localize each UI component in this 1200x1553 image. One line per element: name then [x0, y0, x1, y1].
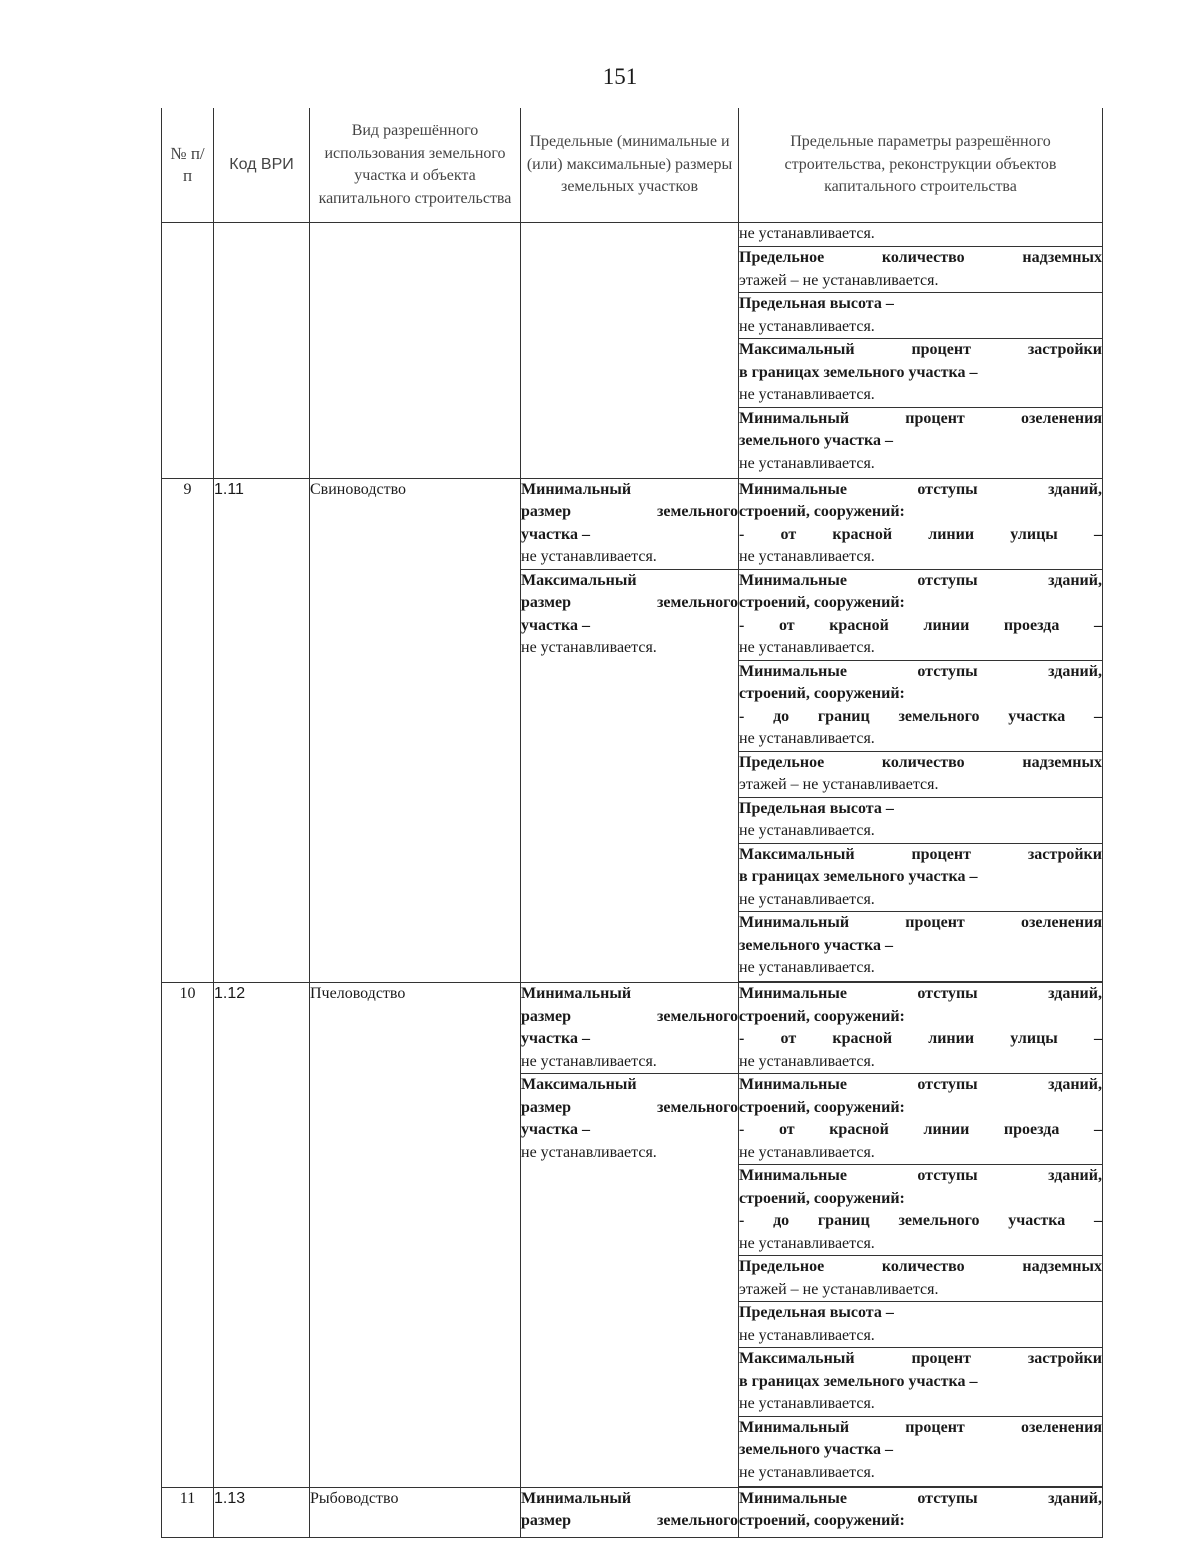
param-cell: [739, 223, 1103, 247]
param-text: строений, сооружений:: [739, 594, 905, 611]
table-row: [162, 983, 1103, 1074]
param-text: Минимальные отступы зданий,: [739, 662, 1102, 680]
size-text: размер земельного: [521, 1512, 738, 1529]
vri-cell: Свиноводство: [310, 478, 521, 983]
size-text: участка –: [521, 1030, 590, 1047]
param-text: не устанавливается.: [739, 1395, 875, 1412]
code-cell: 1.12: [214, 983, 310, 1488]
regulations-table: [161, 108, 1103, 1538]
size-cell: [521, 478, 739, 569]
size-text: размер земельного: [521, 594, 738, 611]
param-text: земельного участка –: [739, 936, 894, 954]
param-text: строений, сооружений:: [739, 1512, 905, 1529]
size-text: размер земельного: [521, 1098, 738, 1116]
param-text: не устанавливается.: [739, 548, 875, 565]
size-text: не устанавливается.: [521, 1143, 657, 1161]
num-cell: 10: [162, 983, 214, 1488]
param-text: не устанавливается.: [739, 1234, 875, 1252]
param-cell: [739, 912, 1103, 982]
page-number: 151: [602, 64, 638, 89]
param-text: этажей – не устанавливается.: [739, 1280, 939, 1298]
param-text: Минимальный процент озеленения: [739, 914, 1102, 931]
size-text: Максимальный: [521, 571, 637, 589]
vri-cell: Пчеловодство: [310, 983, 521, 1488]
param-text: Максимальный процент застройки: [739, 1350, 1102, 1367]
param-text: не устанавливается.: [739, 959, 875, 976]
param-text: не устанавливается.: [739, 890, 875, 908]
size-text: не устанавливается.: [521, 639, 657, 656]
code-cell: 1.11: [214, 478, 310, 983]
size-cell: [521, 569, 739, 983]
param-text: - от красной линии улицы –: [739, 525, 1102, 543]
param-text: в границах земельного участка –: [739, 363, 978, 381]
param-text: этажей – не устанавливается.: [739, 271, 939, 289]
param-text: этажей – не устанавливается.: [739, 776, 939, 793]
param-cell: [739, 1487, 1103, 1537]
param-text: Минимальные отступы зданий,: [739, 571, 1102, 589]
header-num: № п/п: [162, 108, 214, 223]
param-text: - до границ земельного участка –: [739, 707, 1102, 725]
param-cell: [739, 1416, 1103, 1486]
param-text: - до границ земельного участка –: [739, 1212, 1102, 1229]
table-header-row: [162, 108, 1103, 223]
param-cell: [739, 1302, 1103, 1348]
param-text: - от красной линии проезда –: [739, 616, 1102, 634]
param-text: Максимальный процент застройки: [739, 845, 1102, 863]
size-text: участка –: [521, 1121, 590, 1138]
param-text: не устанавливается.: [739, 225, 875, 242]
param-text: не устанавливается.: [739, 1143, 875, 1161]
param-text: не устанавливается.: [739, 454, 875, 472]
num-cell: 9: [162, 478, 214, 983]
size-text: Минимальный: [521, 480, 632, 498]
size-text: Минимальный: [521, 1489, 632, 1507]
param-text: Минимальный процент озеленения: [739, 409, 1102, 427]
param-text: не устанавливается.: [739, 1052, 875, 1070]
param-cell: [739, 407, 1103, 478]
param-text: не устанавливается.: [739, 1463, 875, 1481]
param-text: не устанавливается.: [739, 386, 875, 403]
size-text: размер земельного: [521, 503, 738, 520]
vri-cell: [310, 223, 521, 479]
param-text: Минимальные отступы зданий,: [739, 1076, 1102, 1093]
param-text: не устанавливается.: [739, 730, 875, 747]
size-cell: [521, 223, 739, 479]
param-text: в границах земельного участка –: [739, 1372, 978, 1390]
param-text: строений, сооружений:: [739, 1189, 905, 1207]
param-cell: [739, 660, 1103, 751]
param-text: земельного участка –: [739, 1441, 894, 1458]
param-text: строений, сооружений:: [739, 1007, 905, 1025]
param-text: Предельная высота –: [739, 295, 894, 312]
param-text: Предельное количество надземных: [739, 753, 1102, 771]
size-cell: [521, 1487, 739, 1537]
param-text: не устанавливается.: [739, 1326, 875, 1344]
code-cell: 1.13: [214, 1487, 310, 1537]
header-vri: Вид разрешённого использования земельного участка и объекта капитального строительства: [310, 108, 521, 223]
param-cell: [739, 1256, 1103, 1302]
param-text: не устанавливается.: [739, 822, 875, 839]
size-text: участка –: [521, 616, 590, 634]
param-cell: [739, 1074, 1103, 1165]
param-cell: [739, 983, 1103, 1074]
param-text: Минимальные отступы зданий,: [739, 985, 1102, 1002]
size-cell: [521, 1074, 739, 1488]
param-cell: [739, 1165, 1103, 1256]
vri-cell: Рыбоводство: [310, 1487, 521, 1537]
param-cell: [739, 247, 1103, 293]
param-cell: [739, 1348, 1103, 1417]
size-cell: [521, 983, 739, 1074]
table-row: [162, 478, 1103, 569]
param-text: Максимальный процент застройки: [739, 341, 1102, 358]
param-cell: [739, 751, 1103, 797]
size-text: Минимальный: [521, 985, 632, 1002]
param-text: Минимальный процент озеленения: [739, 1418, 1102, 1436]
header-params: Предельные параметры разрешённого строительства, реконструкции объектов капитального строительства: [739, 108, 1103, 223]
param-text: не устанавливается.: [739, 639, 875, 656]
code-cell: [214, 223, 310, 479]
param-text: Минимальные отступы зданий,: [739, 1489, 1102, 1507]
size-text: размер земельного: [521, 1007, 738, 1025]
size-text: участка –: [521, 525, 590, 543]
param-cell: [739, 478, 1103, 569]
param-cell: [739, 339, 1103, 408]
num-cell: 11: [162, 1487, 214, 1537]
header-code: Код ВРИ: [214, 108, 310, 223]
param-text: в границах земельного участка –: [739, 868, 978, 885]
table-row: [162, 1487, 1103, 1537]
param-text: земельного участка –: [739, 432, 894, 449]
header-size: Предельные (минимальные и (или) максимальные) размеры земельных участков: [521, 108, 739, 223]
param-text: Предельная высота –: [739, 1304, 894, 1321]
param-cell: [739, 293, 1103, 339]
param-text: Предельное количество надземных: [739, 1258, 1102, 1275]
param-text: строений, сооружений:: [739, 685, 905, 702]
param-cell: [739, 797, 1103, 843]
param-text: Предельная высота –: [739, 799, 894, 817]
param-text: Минимальные отступы зданий,: [739, 480, 1102, 498]
param-cell: [739, 843, 1103, 912]
param-text: не устанавливается.: [739, 317, 875, 335]
param-cell: [739, 569, 1103, 660]
param-text: Минимальные отступы зданий,: [739, 1167, 1102, 1184]
param-text: - от красной линии проезда –: [739, 1121, 1102, 1138]
num-cell: [162, 223, 214, 479]
param-text: строений, сооружений:: [739, 1098, 905, 1116]
param-text: Предельное количество надземных: [739, 249, 1102, 266]
param-text: строений, сооружений:: [739, 503, 905, 520]
size-text: не устанавливается.: [521, 548, 657, 565]
size-text: не устанавливается.: [521, 1052, 657, 1070]
table-row: [162, 223, 1103, 247]
param-text: - от красной линии улицы –: [739, 1030, 1102, 1047]
size-text: Максимальный: [521, 1076, 637, 1093]
